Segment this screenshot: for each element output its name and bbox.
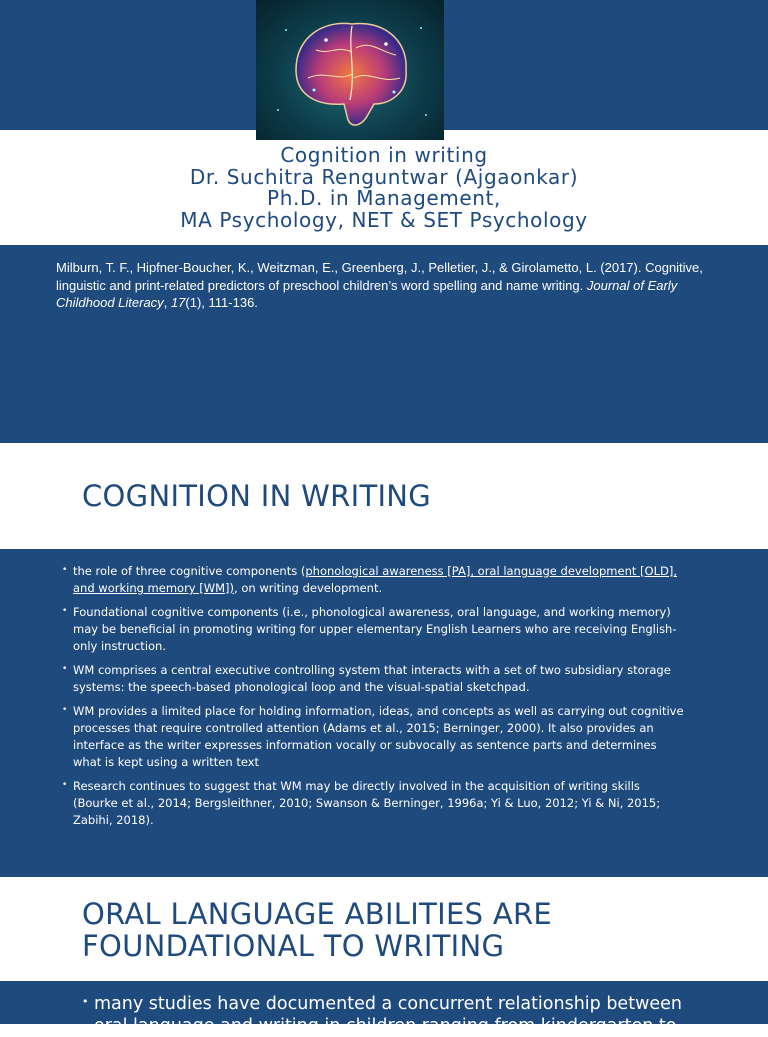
citation-text: Milburn, T. F., Hipfner-Boucher, K., Weitzman, E., Greenberg, J., Pelletier, J., & Girolametto, L. (2017). Cognitive, linguistic and print-related predictors of preschool children’s word spelling and name writing. xyxy=(56,260,703,293)
list-item: • Foundational cognitive components (i.e., phonological awareness, oral language, and working memory) may be beneficial in promoting writing for upper elementary English Learners who are receiving English-only instruction. xyxy=(62,605,677,653)
bullet-link[interactable]: phonological awareness [PA], oral language development [OLD], and working memory [WM]) xyxy=(73,564,677,595)
list-item: • many studies have documented a concurrent relationship between oral language and writing in children ranging from kindergarten to xyxy=(82,993,704,1037)
citation-journal: Journal of Early Childhood Literacy xyxy=(56,277,678,310)
author-qualifications: MA Psychology, NET & SET Psychology xyxy=(180,208,588,232)
bullet-icon: • xyxy=(82,995,89,1008)
slide2-heading: COGNITION IN WRITING xyxy=(82,479,432,513)
slide3-heading-line1: ORAL LANGUAGE ABILITIES ARE xyxy=(82,897,553,931)
slide1-title-area xyxy=(0,130,768,245)
bullet-icon: • xyxy=(62,780,68,790)
list-item: • WM comprises a central executive controlling system that interacts with a set of two subsidiary storage systems: the speech-based phonological loop and the visual-spatial sketchpad. xyxy=(62,663,671,694)
citation-volume: 17 xyxy=(170,295,186,310)
author-degree: Ph.D. in Management, xyxy=(267,186,501,210)
bullet-icon: • xyxy=(62,705,68,715)
bullet-icon: • xyxy=(62,565,68,575)
slide3-heading-area xyxy=(0,877,768,981)
list-item: • Research continues to suggest that WM may be directly involved in the acquisition of writing skills (Bourke et al., 2014; Bergsleithner, 2010; Swanson & Berninger, 1996a; Yi & Luo, 2012; Yi & Ni, 2015; Zabihi, 2018). xyxy=(62,779,661,827)
slide-title: Cognition in writing xyxy=(280,143,488,167)
slide3-body xyxy=(0,981,768,1036)
list-item: • the role of three cognitive components (phonological awareness [PA], oral language development [OLD], and working memory [WM]), on writing development. xyxy=(62,564,677,595)
slide2-body xyxy=(0,549,768,877)
slide3-heading-line2: FOUNDATIONAL TO WRITING xyxy=(82,929,505,963)
slide2-heading-area xyxy=(0,443,768,549)
bullet-list xyxy=(62,563,687,836)
bullet-icon: • xyxy=(62,664,68,674)
bullet-icon: • xyxy=(62,606,68,616)
citation-pages: (1), 111-136. xyxy=(185,295,258,310)
brain-icon xyxy=(256,0,444,140)
author-name: Dr. Suchitra Renguntwar (Ajgaonkar) xyxy=(189,165,579,189)
brain-illustration xyxy=(256,0,444,140)
reference-citation: Milburn, T. F., Hipfner-Boucher, K., Weitzman, E., Greenberg, J., Pelletier, J., & Girolametto, L. (2017). Cognitive, linguistic and print-related predictors of preschool children’s word spelling and name writing. Journal of Early Childhood Literacy, 17(1), 111-136. xyxy=(56,260,703,310)
slide1-citation-band xyxy=(0,245,768,443)
list-item: • WM provides a limited place for holding information, ideas, and concepts as well as carrying out cognitive processes that require controlled attention (Adams et al., 2015; Berninger, 2000). It also provides an interface as the writer expresses information vocally or subvocally as sentence parts and determines what is kept using a written text xyxy=(62,704,684,769)
